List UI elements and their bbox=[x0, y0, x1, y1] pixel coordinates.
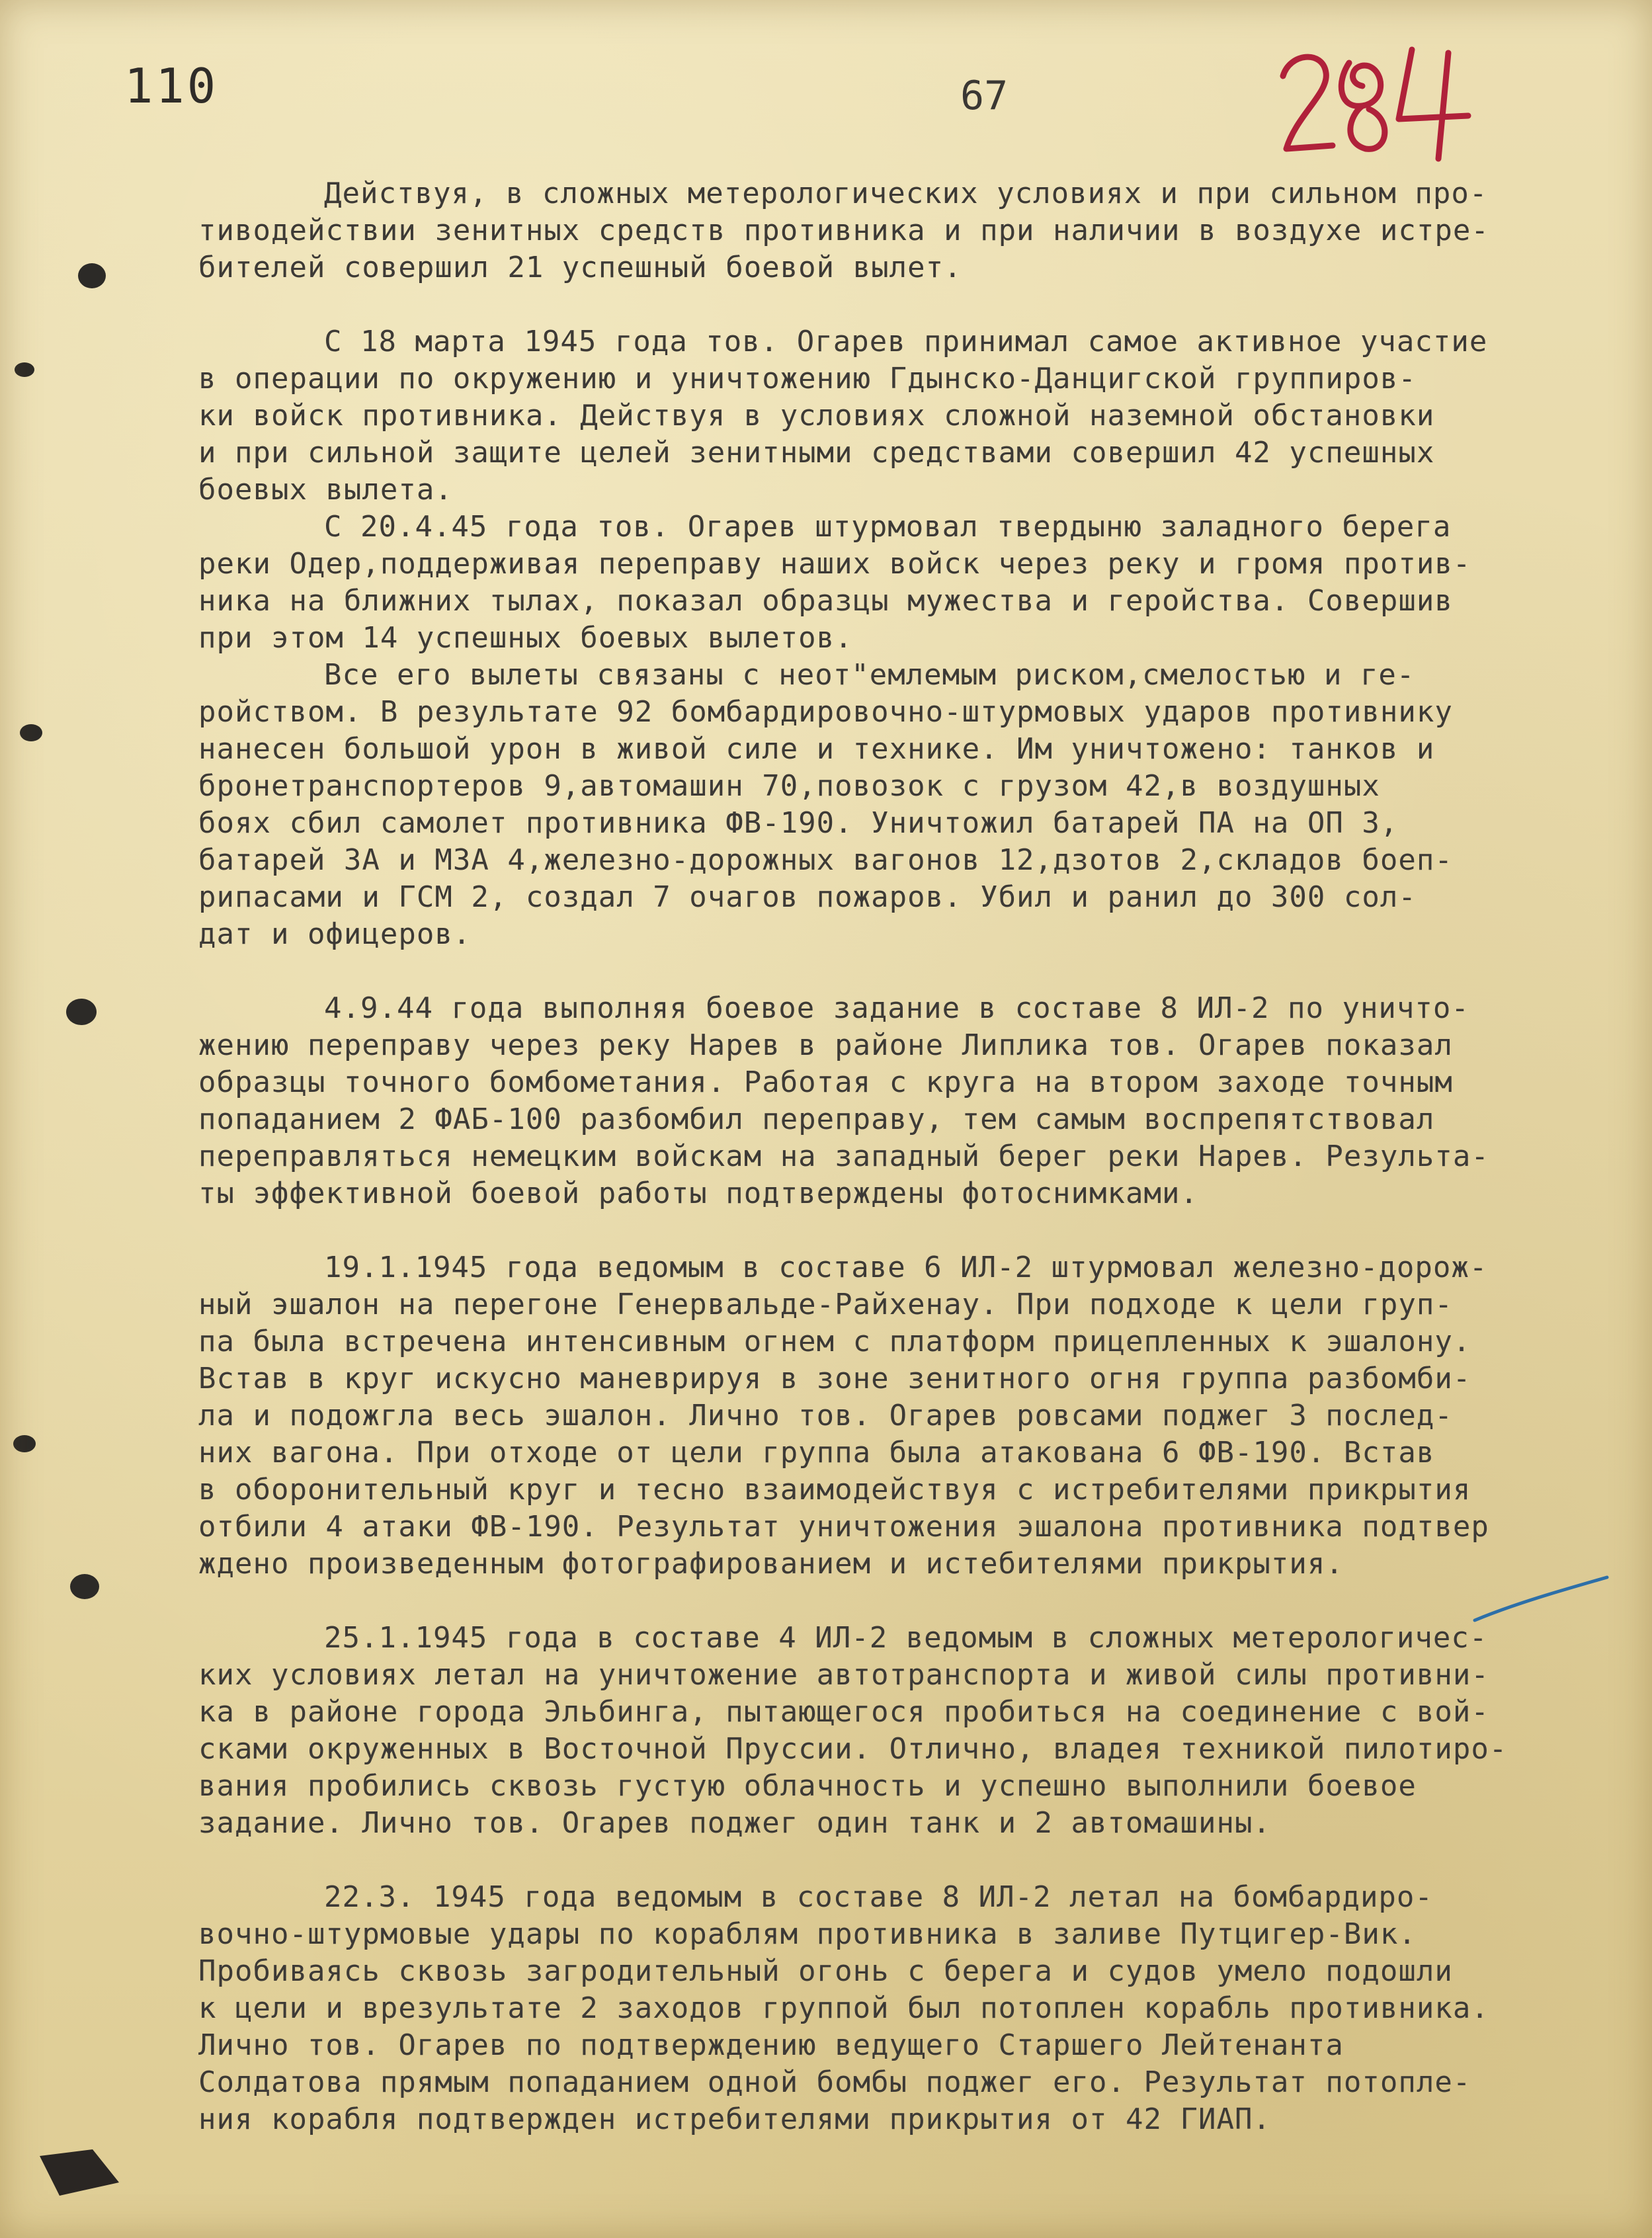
paragraph bbox=[198, 1249, 1600, 1583]
text-line: ких условиях летал на уничтожение автотранспорта и живой силы противни- bbox=[198, 1658, 1489, 1692]
text-line: боевых вылета. bbox=[198, 473, 453, 507]
bottom-ink-drawing bbox=[0, 2143, 145, 2209]
text-line: тиводействии зенитных средств противника и при наличии в воздухе истре- bbox=[198, 214, 1489, 247]
text-line: ты эффективной боевой работы подтверждены фотоснимками. bbox=[198, 1177, 1198, 1210]
text-line: ждено произведенным фотографированием и истебителями прикрытия. bbox=[198, 1547, 1344, 1581]
text-line: С 20.4.45 года тов. Огарев штурмовал твердыню заладного берега bbox=[324, 510, 1452, 544]
ink-stain bbox=[20, 724, 42, 741]
text-line: Все его вылеты связаны с неот"емлемым риском,смелостью и ге- bbox=[324, 658, 1415, 692]
text-line: ки войск противника. Действуя в условиях сложной наземной обстановки bbox=[198, 399, 1435, 433]
blue-pen-mark bbox=[1468, 1567, 1614, 1627]
paragraph bbox=[198, 323, 1600, 509]
text-line: Встав в круг искусно маневрируя в зоне зенитного огня группа разбомби- bbox=[198, 1362, 1471, 1395]
text-line: реки Одер,поддерживая переправу наших войск через реку и громя против- bbox=[198, 547, 1471, 581]
paragraph bbox=[198, 1879, 1600, 2138]
handwritten-number-drawing bbox=[1270, 36, 1488, 162]
text-line: ла и подожгла весь эшалон. Лично тов. Огарев ровсами поджег 3 послед- bbox=[198, 1399, 1453, 1432]
text-line: бронетранспортеров 9,автомашин 70,повозок с грузом 42,в воздушных bbox=[198, 769, 1380, 803]
text-line: и при сильной защите целей зенитными средствами совершил 42 успешных bbox=[198, 436, 1435, 470]
text-line: 25.1.1945 года в составе 4 ИЛ-2 ведомым в сложных метерологичес- bbox=[324, 1621, 1488, 1655]
text-line: дат и офицеров. bbox=[198, 917, 472, 951]
text-line: рипасами и ГСМ 2, создал 7 очагов пожаров. Убил и ранил до 300 сол- bbox=[198, 880, 1417, 914]
text-line: в операции по окружению и уничтожению Гдынско-Данцигской группиров- bbox=[198, 362, 1417, 395]
ink-stain bbox=[78, 263, 106, 288]
text-line: в оборонительный круг и тесно взаимодействуя с истребителями прикрытия bbox=[198, 1473, 1471, 1507]
paragraph bbox=[198, 175, 1600, 286]
text-line: батарей ЗА и МЗА 4,железно-дорожных вагонов 12,дзотов 2,складов боеп- bbox=[198, 843, 1453, 877]
text-line: Действуя, в сложных метерологических условиях и при сильном про- bbox=[324, 177, 1488, 210]
text-line: вочно-штурмовые удары по кораблям противника в заливе Путцигер-Вик. bbox=[198, 1917, 1417, 1951]
text-line: при этом 14 успешных боевых вылетов. bbox=[198, 621, 853, 655]
blue-pen-stroke bbox=[1468, 1567, 1614, 1627]
page-number: 67 bbox=[960, 73, 1009, 119]
ink-stain bbox=[70, 1574, 99, 1599]
text-line: жению переправу через реку Нарев в районе Липлика тов. Огарев показал bbox=[198, 1028, 1453, 1062]
text-line: 19.1.1945 года ведомым в составе 6 ИЛ-2 штурмовал железно-дорож- bbox=[324, 1251, 1488, 1284]
document-body bbox=[198, 175, 1600, 2175]
text-line: к цели и врезультате 2 заходов группой был потоплен корабль противника. bbox=[198, 1991, 1489, 2025]
text-line: попаданием 2 ФАБ-100 разбомбил переправу, тем самым воспрепятствовал bbox=[198, 1102, 1435, 1136]
text-line: ройством. В результате 92 бомбардировочно-штурмовых ударов противнику bbox=[198, 695, 1453, 729]
text-line: задание. Лично тов. Огарев поджег один танк и 2 автомашины. bbox=[198, 1806, 1271, 1840]
text-line: Пробиваясь сквозь загродительный огонь с берега и судов умело подошли bbox=[198, 1954, 1453, 1988]
text-line: них вагона. При отходе от цели группа была атакована 6 ФВ-190. Встав bbox=[198, 1436, 1435, 1470]
text-line: боях сбил самолет противника ФВ-190. Уничтожил батарей ПА на ОП 3, bbox=[198, 806, 1399, 840]
text-line: бителей совершил 21 успешный боевой вылет. bbox=[198, 251, 962, 284]
bottom-ink-mark bbox=[0, 2143, 145, 2209]
text-line: па была встречена интенсивным огнем с платформ прицепленных к эшалону. bbox=[198, 1325, 1471, 1358]
text-line: ния корабля подтвержден истребителями прикрытия от 42 ГИАП. bbox=[198, 2102, 1271, 2136]
text-line: отбили 4 атаки ФВ-190. Результат уничтожения эшалона противника подтвер bbox=[198, 1510, 1489, 1544]
text-line: ный эшалон на перегоне Генервальде-Райхенау. При подходе к цели груп- bbox=[198, 1288, 1453, 1321]
text-line: переправляться немецким войскам на западный берег реки Нарев. Результа- bbox=[198, 1140, 1489, 1173]
paragraph bbox=[198, 1620, 1600, 1842]
text-line: образцы точного бомбометания. Работая с круга на втором заходе точным bbox=[198, 1065, 1453, 1099]
text-line: 4.9.44 года выполняя боевое задание в составе 8 ИЛ-2 по уничто- bbox=[324, 991, 1469, 1025]
paragraph bbox=[198, 990, 1600, 1212]
text-line: вания пробились сквозь густую облачность и успешно выполнили боевое bbox=[198, 1769, 1417, 1803]
ink-stain bbox=[15, 362, 34, 377]
handwritten-page-number bbox=[1270, 36, 1488, 162]
text-line: 22.3. 1945 года ведомым в составе 8 ИЛ-2 летал на бомбардиро- bbox=[324, 1880, 1433, 1914]
text-line: Лично тов. Огарев по подтверждению ведущего Старшего Лейтенанта bbox=[198, 2028, 1344, 2062]
text-line: ка в районе города Эльбинга, пытающегося пробиться на соединение с вой- bbox=[198, 1695, 1489, 1729]
text-line: С 18 марта 1945 года тов. Огарев принимал самое активное участие bbox=[324, 325, 1488, 358]
folio-number: 110 bbox=[124, 58, 219, 114]
ink-stain bbox=[13, 1435, 36, 1452]
ink-stain bbox=[66, 999, 97, 1025]
paragraph bbox=[198, 509, 1600, 657]
text-line: сками окруженных в Восточной Пруссии. Отлично, владея техникой пилотиро- bbox=[198, 1732, 1508, 1766]
text-line: нанесен большой урон в живой силе и технике. Им уничтожено: танков и bbox=[198, 732, 1435, 766]
paragraph bbox=[198, 657, 1600, 953]
text-line: ника на ближних тылах, показал образцы мужества и геройства. Совершив bbox=[198, 584, 1453, 618]
text-line: Солдатова прямым попаданием одной бомбы поджег его. Результат потопле- bbox=[198, 2065, 1471, 2099]
